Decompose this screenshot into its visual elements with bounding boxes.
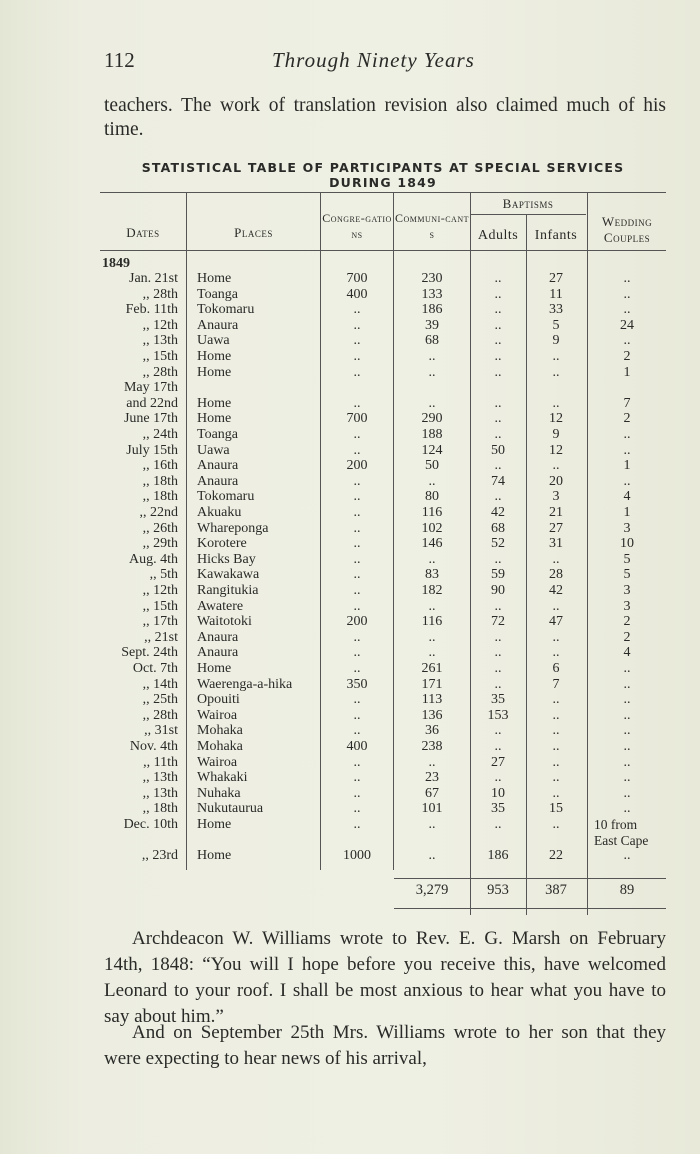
infants-cell: 3 [552,489,560,505]
wedding-cell: .. [623,271,631,286]
wedding-cell: East Cape [594,832,649,848]
infants-cell: .. [552,395,560,411]
date-cell: Nov. 4th [129,739,178,754]
place-cell: Awatere [197,598,244,614]
place-cell: Toanga [197,427,239,442]
communicants-cell: .. [428,349,436,364]
adults-cell: .. [494,489,502,505]
communicants-cell: 116 [421,505,443,520]
communicants-cell: 238 [421,739,443,754]
place-cell: Nuhaka [197,785,241,801]
adults-cell: .. [494,598,502,614]
date-cell: ,, 17th [142,614,178,630]
place-cell: Home [197,271,232,286]
adults-cell: .. [494,271,502,286]
wedding-cell: 10 [620,536,634,552]
place-cell: Toanga [197,286,239,302]
infants-cell: 20 [549,473,563,489]
adults-cell: .. [494,317,502,333]
place-cell: Home [197,395,232,411]
communicants-cell: .. [428,598,436,614]
congregations-cell: .. [353,661,361,676]
infants-cell: .. [552,629,560,645]
congregations-cell: .. [353,707,361,723]
place-cell: Uawa [197,442,230,458]
infants-cell: 11 [549,286,563,302]
wedding-cell: .. [623,473,631,489]
communicants-cell: 102 [421,520,443,536]
congregations-cell: 200 [346,614,368,630]
infants-cell: .. [552,645,560,661]
communicants-cell: .. [428,473,436,489]
header-congregations: Congre-gations [322,211,392,241]
infants-cell: .. [552,739,560,754]
date-cell: ,, 28th [142,707,178,723]
table-header-rule [100,250,666,251]
place-cell: Korotere [197,536,247,552]
place-cell: Hicks Bay [197,551,256,567]
adults-cell: .. [494,676,502,692]
wedding-cell: .. [623,723,631,739]
date-cell: ,, 14th [142,676,178,692]
date-cell: Sept. 24th [121,645,178,661]
infants-cell: .. [552,551,560,567]
wedding-cell: 7 [623,395,631,411]
infants-cell: 9 [552,333,560,349]
place-cell: Anaura [197,629,239,645]
wedding-cell: 24 [620,317,634,333]
date-cell: ,, 13th [142,770,178,786]
place-cell: Tokomaru [197,489,255,505]
congregations-cell: .. [353,317,361,333]
place-cell: Mohaka [197,739,243,754]
congregations-cell: .. [353,505,361,520]
place-cell: Home [197,848,232,864]
congregations-cell: 1000 [343,848,371,864]
congregations-cell: .. [353,427,361,442]
place-cell: Wairoa [197,754,238,770]
adults-cell: .. [494,411,502,427]
congregations-cell: .. [353,692,361,708]
page-number: 112 [104,48,135,72]
adults-cell: 35 [491,801,505,817]
wedding-cell: 1 [623,505,631,520]
communicants-cell: .. [428,645,436,661]
total-adults: 953 [487,882,509,898]
communicants-cell: 50 [425,458,439,474]
congregations-cell: 400 [346,739,368,754]
infants-cell: 15 [549,801,563,817]
date-cell: ,, 24th [142,427,178,442]
place-cell: Anaura [197,317,239,333]
date-cell: Jan. 21st [129,271,178,286]
wedding-cell: .. [623,848,631,864]
communicants-cell: 101 [421,801,443,817]
column-rule [186,193,187,870]
infants-cell: 6 [552,661,560,676]
adults-cell: .. [494,723,502,739]
wedding-cell: 5 [623,567,631,583]
place-cell: Tokomaru [197,302,255,318]
adults-cell: .. [494,661,502,676]
wedding-cell: .. [623,286,631,302]
infants-cell: 7 [552,676,560,692]
communicants-cell: 39 [425,317,439,333]
communicants-cell: 188 [421,427,443,442]
baptisms-rule [470,214,586,215]
congregations-cell: .. [353,333,361,349]
paragraph-mrs-williams: And on September 25th Mrs. Williams wrote to her son that they were expecting to hear news of his arrival, [104,1022,666,1069]
wedding-cell: .. [623,333,631,349]
infants-cell: 22 [549,848,563,864]
congregations-cell: .. [353,817,361,832]
place-cell: Home [197,661,232,676]
header-adults: Adults [477,228,519,243]
communicants-cell: 116 [421,614,443,630]
date-cell: July 15th [126,442,178,458]
congregations-cell: 350 [346,676,368,692]
year-label: 1849 [102,256,130,271]
place-cell: Anaura [197,645,239,661]
wedding-cell: .. [623,707,631,723]
header-communicants: Communi-cants [395,211,469,241]
wedding-cell: .. [623,427,631,442]
table-top-rule [100,192,666,193]
communicants-cell: 80 [425,489,439,505]
adults-cell: .. [494,286,502,302]
infants-cell: 9 [552,427,560,442]
header-places: Places [234,225,273,240]
date-cell: ,, 29th [142,536,178,552]
date-cell: ,, 25th [142,692,178,708]
adults-cell: .. [494,551,502,567]
communicants-cell: 67 [425,785,439,801]
adults-cell: .. [494,364,502,380]
totals-bottom-rule [394,908,666,909]
communicants-cell: 83 [425,567,439,583]
congregations-cell: .. [353,473,361,489]
place-cell: Rangitukia [197,583,259,598]
date-cell: Oct. 7th [132,661,178,676]
date-cell: ,, 26th [142,520,178,536]
communicants-cell: .. [428,629,436,645]
adults-cell: .. [494,349,502,364]
date-cell: ,, 13th [142,785,178,801]
adults-cell: .. [494,629,502,645]
date-cell: ,, 12th [142,583,178,598]
wedding-cell: 2 [623,614,631,630]
infants-cell: .. [552,817,560,832]
place-cell: Home [197,349,232,364]
date-cell: ,, 15th [142,598,178,614]
wedding-cell: 5 [623,551,631,567]
table-title-line-2: DURING 1849 [329,175,437,190]
date-cell: ,, 16th [142,458,178,474]
date-cell: and 22nd [126,395,178,411]
place-cell: Whareponga [197,520,269,536]
date-cell: ,, 28th [142,286,178,302]
header-dates: Dates [126,225,160,240]
date-cell: ,, 23rd [141,848,178,864]
table-title [100,160,666,190]
infants-cell: 31 [549,536,563,552]
date-cell: June 17th [123,411,178,427]
communicants-cell: 36 [425,723,439,739]
communicants-cell: 68 [425,333,439,349]
place-cell: Anaura [197,473,239,489]
wedding-cell: 4 [623,645,631,661]
paragraph-williams-letter: Archdeacon W. Williams wrote to Rev. E. G. Marsh on February 14th, 1848: “You will I hope before you receive this, have welcomed Leonard to your roof. I shall be most anxious to hear what you have to say about him.” [104,928,666,1027]
congregations-cell: .. [353,567,361,583]
wedding-cell: 3 [623,598,631,614]
adults-cell: 90 [491,583,505,598]
place-cell: Home [197,817,232,832]
communicants-cell: .. [428,817,436,832]
wedding-cell: 2 [623,349,631,364]
wedding-cell: 2 [623,411,631,427]
infants-cell: 27 [549,271,563,286]
infants-cell: 21 [549,505,563,520]
infants-cell: .. [552,707,560,723]
congregations-cell: .. [353,520,361,536]
communicants-cell: 113 [421,692,443,708]
wedding-cell: .. [623,770,631,786]
wedding-cell: .. [623,754,631,770]
total-wedding: 89 [619,882,635,898]
congregations-cell: .. [353,598,361,614]
date-cell: May 17th [123,380,178,396]
congregations-cell: .. [353,583,361,598]
infants-cell: .. [552,598,560,614]
place-cell: Kawakawa [197,567,260,583]
infants-cell: 33 [549,302,563,318]
adults-cell: .. [494,427,502,442]
date-cell: ,, 12th [142,317,178,333]
congregations-cell: .. [353,770,361,786]
header-infants: Infants [534,228,578,243]
adults-cell: .. [494,458,502,474]
congregations-cell: .. [353,785,361,801]
congregations-cell: .. [353,754,361,770]
infants-cell: 42 [549,583,563,598]
adults-cell: 52 [491,536,505,552]
adults-cell: 153 [487,707,509,723]
wedding-cell: 10 from [594,817,638,832]
place-cell: Waitotoki [197,614,252,630]
infants-cell: .. [552,349,560,364]
adults-cell: 68 [491,520,505,536]
header-wedding: Wedding Couples [601,214,653,245]
date-cell: ,, 18th [142,473,178,489]
running-title: Through Ninety Years [272,48,475,72]
intro-paragraph: teachers. The work of translation revision also claimed much of his time. [104,95,666,140]
infants-cell: .. [552,458,560,474]
total-infants: 387 [545,882,567,898]
adults-cell: 59 [491,567,505,583]
communicants-cell: .. [428,754,436,770]
place-cell: Mohaka [197,723,243,739]
adults-cell: 10 [491,785,505,801]
infants-cell: 12 [549,442,563,458]
wedding-cell: .. [623,661,631,676]
congregations-cell: 700 [346,271,368,286]
place-cell: Uawa [197,333,230,349]
wedding-cell: 2 [623,629,631,645]
wedding-cell: 3 [623,520,631,536]
communicants-cell: 146 [421,536,443,552]
communicants-cell: 136 [421,707,443,723]
congregations-cell: .. [353,302,361,318]
wedding-cell: .. [623,801,631,817]
adults-cell: .. [494,302,502,318]
infants-cell: .. [552,785,560,801]
wedding-cell: 3 [623,583,631,598]
communicants-cell: .. [428,395,436,411]
infants-cell: 12 [549,411,563,427]
congregations-cell: .. [353,489,361,505]
place-cell: Wairoa [197,707,238,723]
totals-rule [394,878,666,879]
communicants-cell: 133 [421,286,443,302]
communicants-cell: 230 [421,271,443,286]
infants-cell: 47 [549,614,563,630]
date-cell: ,, 21st [144,629,178,645]
communicants-cell: .. [428,551,436,567]
date-cell: ,, 18th [142,801,178,817]
congregations-cell: .. [353,536,361,552]
communicants-cell: 124 [421,442,443,458]
place-cell: Opouiti [197,692,240,708]
date-cell: ,, 28th [142,364,178,380]
date-cell: Aug. 4th [129,551,178,567]
infants-cell: .. [552,723,560,739]
place-cell: Whakaki [197,770,248,786]
infants-cell: .. [552,770,560,786]
adults-cell: 35 [491,692,505,708]
table-title-line-1: STATISTICAL TABLE OF PARTICIPANTS AT SPECIAL SERVICES [141,160,625,175]
congregations-cell: .. [353,395,361,411]
congregations-cell: .. [353,349,361,364]
place-cell: Akuaku [197,505,242,520]
adults-cell: .. [494,770,502,786]
congregations-cell: 400 [346,286,368,302]
wedding-cell: 1 [623,458,631,474]
adults-cell: 186 [487,848,509,864]
congregations-cell: .. [353,364,361,380]
header-baptisms: Baptisms [502,196,554,211]
communicants-cell: .. [428,364,436,380]
infants-cell: 28 [549,567,563,583]
congregations-cell: .. [353,723,361,739]
congregations-cell: .. [353,551,361,567]
adults-cell: 42 [491,505,505,520]
congregations-cell: .. [353,442,361,458]
place-cell: Home [197,411,232,427]
communicants-cell: 182 [421,583,443,598]
place-cell: Anaura [197,458,239,474]
date-cell: Dec. 10th [123,817,178,832]
adults-cell: .. [494,645,502,661]
infants-cell: .. [552,364,560,380]
communicants-cell: 261 [421,661,443,676]
page-header [104,48,664,78]
date-cell: ,, 22nd [139,505,178,520]
date-cell: Feb. 11th [125,302,178,318]
date-cell: ,, 31st [144,723,178,739]
wedding-cell: .. [623,785,631,801]
date-cell: ,, 13th [142,333,178,349]
adults-cell: 74 [491,473,505,489]
congregations-cell: .. [353,629,361,645]
congregations-cell: .. [353,645,361,661]
adults-cell: .. [494,739,502,754]
communicants-cell: 186 [421,302,443,318]
congregations-cell: 200 [346,458,368,474]
adults-cell: 50 [491,442,505,458]
adults-cell: .. [494,395,502,411]
date-cell: ,, 15th [142,349,178,364]
infants-cell: .. [552,692,560,708]
wedding-cell: .. [623,302,631,318]
place-cell: Waerenga-a-hika [197,676,293,692]
congregations-cell: 700 [346,411,368,427]
communicants-cell: 23 [425,770,439,786]
communicants-cell: 171 [421,676,443,692]
adults-cell: .. [494,333,502,349]
adults-cell: 27 [491,754,505,770]
place-cell: Home [197,364,232,380]
infants-cell: 27 [549,520,563,536]
infants-cell: 5 [552,317,560,333]
adults-cell: .. [494,817,502,832]
wedding-cell: .. [623,692,631,708]
wedding-cell: 1 [623,364,631,380]
date-cell: ,, 5th [149,567,178,583]
wedding-cell: .. [623,739,631,754]
total-communicants: 3,279 [415,882,449,898]
infants-cell: .. [552,754,560,770]
adults-cell: 72 [491,614,505,630]
wedding-cell: .. [623,676,631,692]
communicants-cell: 290 [421,411,443,427]
date-cell: ,, 11th [143,754,178,770]
wedding-cell: 4 [623,489,631,505]
communicants-cell: .. [428,848,436,864]
place-cell: Nukutaurua [197,801,264,817]
date-cell: ,, 18th [142,489,178,505]
congregations-cell: .. [353,801,361,817]
wedding-cell: .. [623,442,631,458]
